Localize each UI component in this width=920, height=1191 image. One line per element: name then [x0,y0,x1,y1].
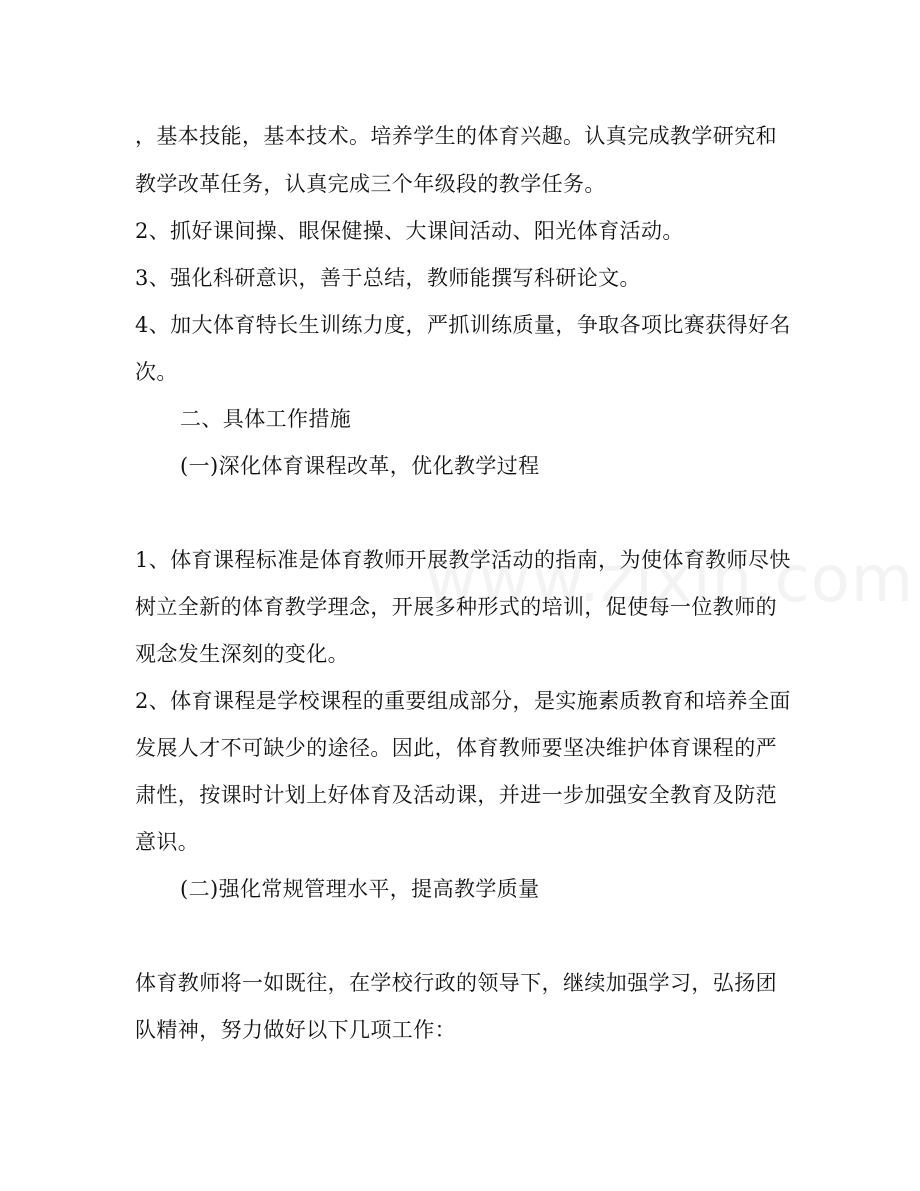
list-item-1: 1、体育课程标准是体育教师开展教学活动的指南，为使体育教师尽快 [135,548,791,572]
section-heading: 二、具体工作措施 [180,407,352,431]
list-item-3: 3、强化科研意识，善于总结，教师能撰写科研论文。 [135,266,641,290]
paragraph-line: 体育教师将一如既往，在学校行政的领导下，继续加强学习，弘扬团 [135,971,777,995]
paragraph-line: 队精神，努力做好以下几项工作： [135,1018,456,1042]
paragraph-line: 教学改革任务，认真完成三个年级段的教学任务。 [135,172,606,196]
list-item-4: 4、加大体育特长生训练力度，严抓训练质量，争取各项比赛获得好名 [135,313,791,337]
paragraph-line: 树立全新的体育教学理念，开展多种形式的培训，促使每一位教师的 [135,595,777,619]
paragraph-line: ，基本技能，基本技术。培养学生的体育兴趣。认真完成教学研究和 [135,124,777,148]
paragraph-line: 次。 [135,360,178,384]
list-item-2: 2、体育课程是学校课程的重要组成部分，是实施素质教育和培养全面 [135,689,791,713]
paragraph-line: 发展人才不可缺少的途径。因此，体育教师要坚决维护体育课程的严 [135,736,777,760]
subsection-heading-1: (一)深化体育课程改革，优化教学过程 [180,454,540,478]
paragraph-line: 意识。 [135,830,200,854]
paragraph-line: 观念发生深刻的变化。 [135,642,349,666]
paragraph-line: 肃性，按课时计划上好体育及活动课，并进一步加强安全教育及防范 [135,783,777,807]
list-item-2: 2、抓好课间操、眼保健操、大课间活动、阳光体育活动。 [135,219,684,243]
subsection-heading-2: (二)强化常规管理水平，提高教学质量 [180,877,540,901]
